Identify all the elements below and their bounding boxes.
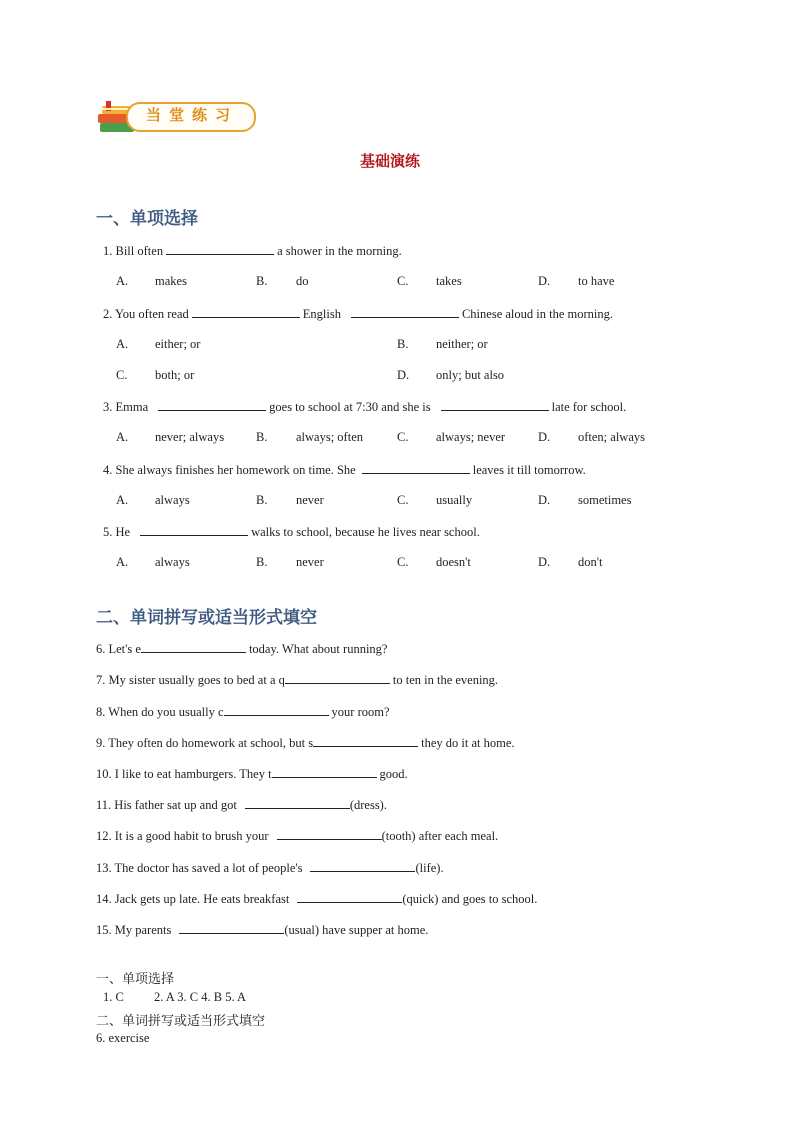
option-text[interactable]: always; never [436,430,506,444]
badge-label: 当堂练习 [146,106,239,124]
fill-question [96,860,444,876]
answers-line-1b: 2. A 3. C 4. B 5. A [154,990,247,1004]
q3-text-mid: goes to school at 7:30 and she is [269,400,431,414]
answer-blank[interactable] [179,922,284,934]
answer-blank[interactable] [141,641,246,653]
page-title: 基础演练 [360,152,421,170]
answer-blank[interactable] [140,524,248,536]
option-text[interactable]: don't [578,555,603,569]
answers-line-1a: 1. C [103,990,124,1004]
option-letter: A. [116,274,129,288]
answer-blank[interactable] [362,462,470,474]
option-letter: A. [116,555,129,569]
answer-blank[interactable] [245,797,350,809]
fill-question [96,828,498,844]
option-letter: D. [538,430,551,444]
option-letter: A. [116,493,129,507]
option-text[interactable]: sometimes [578,493,632,507]
option-text[interactable]: never [296,555,324,569]
option-text[interactable]: always; often [296,430,363,444]
option-text[interactable]: makes [155,274,187,288]
option-text[interactable]: only; but also [436,368,505,382]
question-4 [103,462,586,478]
option-text[interactable]: takes [436,274,462,288]
fill-text-after: (usual) have supper at home. [284,923,429,937]
option-letter: B. [256,274,268,288]
q1-text-after: a shower in the morning. [277,244,402,258]
answer-blank[interactable] [158,399,266,411]
fill-text-after: your room? [331,705,390,719]
option-text[interactable]: do [296,274,309,288]
answer-blank[interactable] [192,306,300,318]
option-text[interactable]: never; always [155,430,225,444]
option-letter: A. [116,337,129,351]
option-letter: C. [397,555,409,569]
fill-question [96,704,390,720]
fill-question [96,891,537,907]
answer-blank[interactable] [166,243,274,255]
answer-blank[interactable] [310,860,415,872]
fill-text-before: 8. When do you usually c [96,705,224,719]
option-letter: C. [116,368,128,382]
fill-question [96,735,515,751]
option-text[interactable]: both; or [155,368,195,382]
option-letter: D. [538,555,551,569]
answers-line-2: 6. exercise [96,1031,150,1045]
option-letter: D. [538,493,551,507]
option-letter: B. [256,430,268,444]
fill-text-after: (dress). [349,798,387,812]
q2-text-before: 2. You often read [103,307,189,321]
fill-question [96,672,498,688]
fill-text-after: today. What about running? [248,642,388,656]
section-badge [96,97,258,137]
option-letter: B. [256,493,268,507]
option-letter: D. [538,274,551,288]
question-3 [103,399,626,415]
answers-heading-1: 一、单项选择 [96,972,175,987]
fill-text-after: (quick) and goes to school. [402,892,538,906]
option-letter: C. [397,430,409,444]
answer-blank[interactable] [297,891,402,903]
fill-text-before: 14. Jack gets up late. He eats breakfast [96,892,290,906]
q2-text-after: Chinese aloud in the morning. [461,307,613,321]
fill-question [96,766,408,782]
answer-blank[interactable] [441,399,549,411]
fill-question [96,797,387,813]
option-text[interactable]: never [296,493,324,507]
fill-text-before: 13. The doctor has saved a lot of people's [96,861,303,875]
option-letter: D. [397,368,410,382]
fill-text-before: 12. It is a good habit to brush your [96,829,269,843]
option-text[interactable]: always [155,493,190,507]
option-text[interactable]: either; or [155,337,201,351]
answer-blank[interactable] [272,766,377,778]
option-text[interactable]: to have [578,274,615,288]
section-heading-2: 二、单词拼写或适当形式填空 [96,608,317,628]
option-text[interactable]: doesn't [436,555,471,569]
section-heading-1: 一、单项选择 [96,209,198,229]
q3-text-after: late for school. [551,400,627,414]
option-text[interactable]: often; always [578,430,645,444]
answer-blank[interactable] [351,306,459,318]
fill-text-before: 11. His father sat up and got [96,798,237,812]
option-text[interactable]: neither; or [436,337,488,351]
q4-text-after: leaves it till tomorrow. [472,463,586,477]
fill-question [96,922,428,938]
q3-text-before: 3. Emma [103,400,149,414]
fill-question [96,641,387,657]
fill-text-after: to ten in the evening. [392,673,499,687]
q5-text-before: 5. He [103,525,131,539]
option-text[interactable]: usually [436,493,473,507]
fill-text-before: 6. Let's e [96,642,141,656]
question-5 [103,524,480,540]
fill-text-before: 9. They often do homework at school, but s [96,736,314,750]
answer-blank[interactable] [285,672,390,684]
answer-blank[interactable] [224,704,329,716]
option-letter: C. [397,274,409,288]
q1-text-before: 1. Bill often [103,244,164,258]
fill-text-after: they do it at home. [421,736,515,750]
option-letter: B. [397,337,409,351]
fill-text-after: good. [379,767,408,781]
q4-text-before: 4. She always finishes her homework on time. She [103,463,356,477]
answers-heading-2: 二、单词拼写或适当形式填空 [96,1014,266,1029]
fill-text-after: (life). [415,861,444,875]
question-2 [103,306,613,322]
q2-text-mid: English [302,307,341,321]
fill-text-before: 15. My parents [96,923,172,937]
question-1 [103,243,402,259]
answer-blank[interactable] [277,828,382,840]
answer-blank[interactable] [313,735,418,747]
q5-text-after: walks to school, because he lives near school. [251,525,480,539]
fill-text-before: 7. My sister usually goes to bed at a q [96,673,285,687]
option-letter: A. [116,430,129,444]
option-letter: B. [256,555,268,569]
fill-text-before: 10. I like to eat hamburgers. They t [96,767,272,781]
fill-text-after: (tooth) after each meal. [381,829,499,843]
option-text[interactable]: always [155,555,190,569]
option-letter: C. [397,493,409,507]
